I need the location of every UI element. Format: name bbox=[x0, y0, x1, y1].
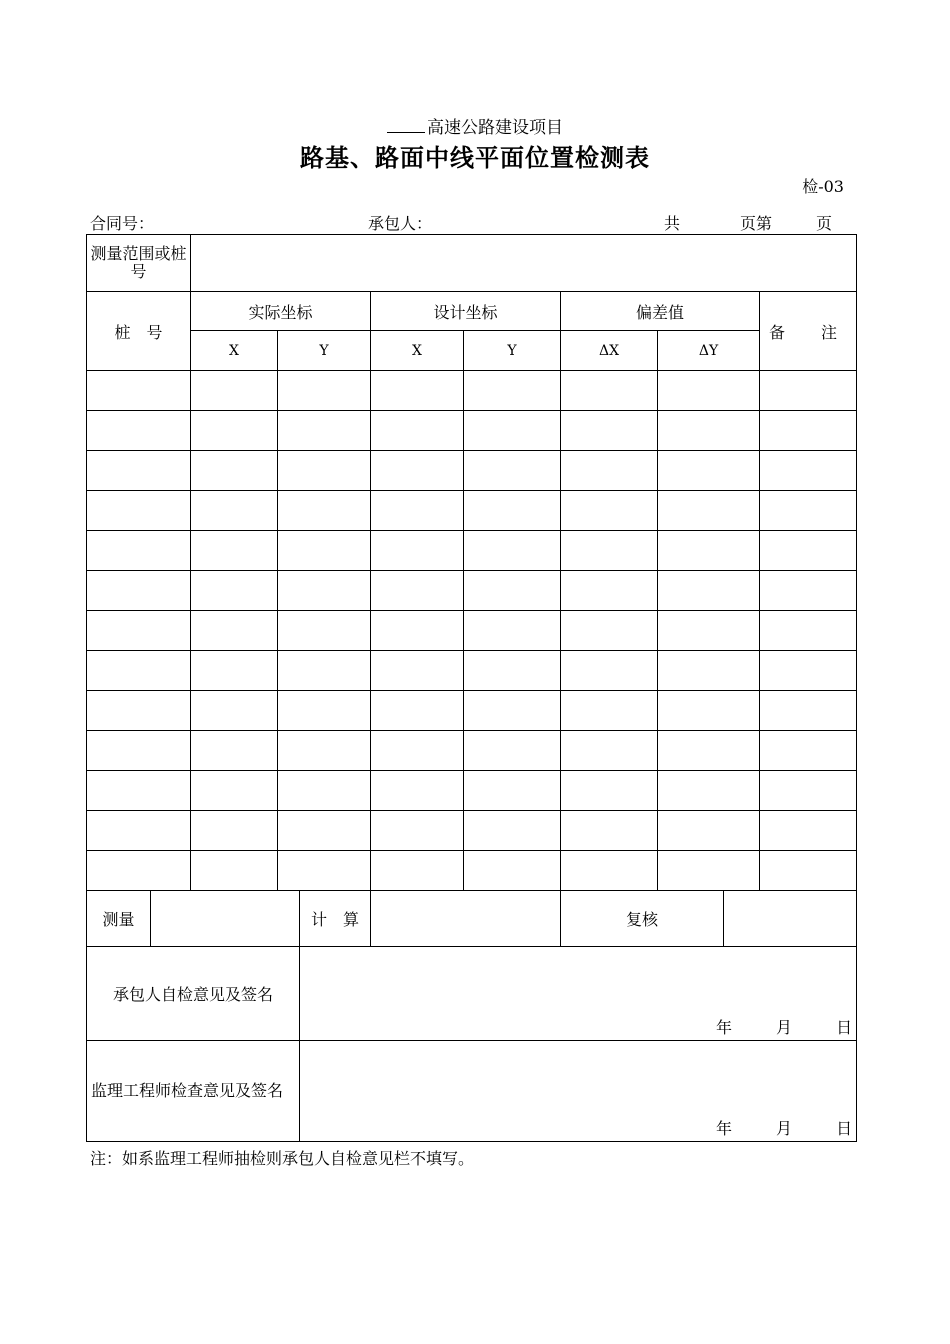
date-day-label: 日 bbox=[836, 1018, 853, 1037]
form-code: 检-03 bbox=[802, 177, 844, 196]
station-cell[interactable] bbox=[87, 771, 191, 811]
value-actual-x[interactable] bbox=[191, 651, 278, 691]
range-value-cell[interactable] bbox=[191, 235, 857, 292]
remark-cell[interactable] bbox=[760, 851, 857, 891]
station-cell[interactable] bbox=[87, 531, 191, 571]
remark-header: 备 注 bbox=[760, 292, 857, 371]
value-actual-x[interactable] bbox=[191, 771, 278, 811]
value-delta-x[interactable] bbox=[561, 771, 658, 811]
date-line bbox=[716, 1015, 852, 1038]
value-delta-y[interactable] bbox=[658, 771, 760, 811]
remark-cell[interactable] bbox=[760, 611, 857, 651]
page-counter bbox=[664, 211, 832, 234]
value-delta-x[interactable] bbox=[561, 451, 658, 491]
table-row bbox=[87, 731, 857, 771]
station-cell[interactable] bbox=[87, 451, 191, 491]
value-design-x[interactable] bbox=[371, 811, 464, 851]
value-actual-y[interactable] bbox=[278, 451, 371, 491]
header-row-1 bbox=[87, 292, 857, 331]
value-delta-x[interactable] bbox=[561, 851, 658, 891]
station-cell[interactable] bbox=[87, 611, 191, 651]
value-design-x[interactable] bbox=[371, 611, 464, 651]
value-actual-y[interactable] bbox=[278, 771, 371, 811]
value-delta-y[interactable] bbox=[658, 531, 760, 571]
value-delta-y[interactable] bbox=[658, 571, 760, 611]
value-actual-x[interactable] bbox=[191, 691, 278, 731]
value-actual-y[interactable] bbox=[278, 531, 371, 571]
value-design-y[interactable] bbox=[464, 811, 561, 851]
value-design-y[interactable] bbox=[464, 731, 561, 771]
value-delta-y[interactable] bbox=[658, 651, 760, 691]
header-row-2 bbox=[87, 331, 857, 371]
value-design-x[interactable] bbox=[371, 771, 464, 811]
value-delta-y[interactable] bbox=[658, 851, 760, 891]
station-cell[interactable] bbox=[87, 411, 191, 451]
value-design-x[interactable] bbox=[371, 411, 464, 451]
calculate-value[interactable] bbox=[371, 891, 561, 947]
value-delta-x[interactable] bbox=[561, 611, 658, 651]
date-year-label: 年 bbox=[716, 1018, 733, 1037]
value-design-x[interactable] bbox=[371, 371, 464, 411]
date-day-label: 日 bbox=[836, 1119, 853, 1138]
remark-cell[interactable] bbox=[760, 411, 857, 451]
contract-no-label: 合同号： bbox=[90, 214, 155, 233]
project-line bbox=[0, 113, 950, 138]
value-actual-x[interactable] bbox=[191, 571, 278, 611]
station-cell[interactable] bbox=[87, 851, 191, 891]
value-actual-y[interactable] bbox=[278, 411, 371, 451]
value-actual-x[interactable] bbox=[191, 851, 278, 891]
sub-col-delta-x: ΔX bbox=[561, 331, 658, 371]
value-actual-x[interactable] bbox=[191, 491, 278, 531]
value-delta-y[interactable] bbox=[658, 451, 760, 491]
value-design-y[interactable] bbox=[464, 411, 561, 451]
remark-cell[interactable] bbox=[760, 571, 857, 611]
actual-coord-header: 实际坐标 bbox=[191, 292, 371, 331]
sub-col-delta-y: ΔY bbox=[658, 331, 760, 371]
value-delta-x[interactable] bbox=[561, 691, 658, 731]
station-cell[interactable] bbox=[87, 651, 191, 691]
review-label: 复核 bbox=[561, 891, 724, 947]
value-delta-y[interactable] bbox=[658, 611, 760, 651]
value-design-y[interactable] bbox=[464, 691, 561, 731]
station-cell[interactable] bbox=[87, 371, 191, 411]
table-row bbox=[87, 371, 857, 411]
calculate-label: 计 算 bbox=[300, 891, 371, 947]
value-design-y[interactable] bbox=[464, 611, 561, 651]
range-row bbox=[87, 235, 857, 292]
date-month-label: 月 bbox=[776, 1018, 793, 1037]
value-actual-y[interactable] bbox=[278, 651, 371, 691]
sub-col-actual-x: X bbox=[191, 331, 278, 371]
supervisor-opinion-value[interactable] bbox=[300, 1041, 857, 1142]
value-delta-x[interactable] bbox=[561, 651, 658, 691]
value-design-x[interactable] bbox=[371, 531, 464, 571]
sub-col-actual-y: Y bbox=[278, 331, 371, 371]
value-design-y[interactable] bbox=[464, 451, 561, 491]
value-delta-x[interactable] bbox=[561, 531, 658, 571]
value-actual-y[interactable] bbox=[278, 571, 371, 611]
value-design-x[interactable] bbox=[371, 571, 464, 611]
value-delta-y[interactable] bbox=[658, 811, 760, 851]
value-design-x[interactable] bbox=[371, 691, 464, 731]
value-design-y[interactable] bbox=[464, 651, 561, 691]
remark-cell[interactable] bbox=[760, 811, 857, 851]
review-value[interactable] bbox=[724, 891, 857, 947]
value-actual-y[interactable] bbox=[278, 371, 371, 411]
page-title: 路基、路面中线平面位置检测表 bbox=[300, 144, 650, 172]
range-label: 测量范围或桩号 bbox=[87, 235, 191, 292]
table-row bbox=[87, 571, 857, 611]
remark-cell[interactable] bbox=[760, 531, 857, 571]
value-actual-x[interactable] bbox=[191, 811, 278, 851]
measure-value[interactable] bbox=[151, 891, 300, 947]
remark-cell[interactable] bbox=[760, 371, 857, 411]
value-design-y[interactable] bbox=[464, 571, 561, 611]
value-delta-y[interactable] bbox=[658, 731, 760, 771]
value-design-x[interactable] bbox=[371, 731, 464, 771]
sub-col-design-x: X bbox=[371, 331, 464, 371]
value-design-y[interactable] bbox=[464, 531, 561, 571]
contractor-opinion-row bbox=[87, 947, 857, 1041]
contractor-label: 承包人： bbox=[368, 214, 433, 233]
value-design-y[interactable] bbox=[464, 491, 561, 531]
station-cell[interactable] bbox=[87, 691, 191, 731]
value-delta-x[interactable] bbox=[561, 371, 658, 411]
remark-cell[interactable] bbox=[760, 771, 857, 811]
value-delta-y[interactable] bbox=[658, 371, 760, 411]
remark-cell[interactable] bbox=[760, 491, 857, 531]
value-actual-x[interactable] bbox=[191, 531, 278, 571]
date-line bbox=[716, 1116, 852, 1139]
project-suffix: 高速公路建设项目 bbox=[427, 118, 563, 138]
table-row bbox=[87, 531, 857, 571]
station-cell[interactable] bbox=[87, 491, 191, 531]
project-name-blank[interactable] bbox=[387, 117, 425, 133]
pages-mid: 页第 bbox=[740, 214, 773, 233]
station-cell[interactable] bbox=[87, 571, 191, 611]
value-actual-x[interactable] bbox=[191, 371, 278, 411]
value-design-x[interactable] bbox=[371, 651, 464, 691]
value-delta-y[interactable] bbox=[658, 691, 760, 731]
value-actual-y[interactable] bbox=[278, 731, 371, 771]
remark-cell[interactable] bbox=[760, 731, 857, 771]
table-row bbox=[87, 811, 857, 851]
supervisor-opinion-label: 监理工程师检查意见及签名 bbox=[87, 1041, 300, 1142]
contractor-opinion-label: 承包人自检意见及签名 bbox=[87, 947, 300, 1041]
supervisor-opinion-row bbox=[87, 1041, 857, 1142]
value-delta-x[interactable] bbox=[561, 571, 658, 611]
value-delta-y[interactable] bbox=[658, 411, 760, 451]
design-coord-header: 设计坐标 bbox=[371, 292, 561, 331]
remark-cell[interactable] bbox=[760, 451, 857, 491]
value-design-y[interactable] bbox=[464, 771, 561, 811]
date-month-label: 月 bbox=[776, 1119, 793, 1138]
table-row bbox=[87, 691, 857, 731]
station-header: 桩 号 bbox=[87, 292, 191, 371]
table-row bbox=[87, 451, 857, 491]
value-actual-y[interactable] bbox=[278, 811, 371, 851]
remark-cell[interactable] bbox=[760, 691, 857, 731]
value-design-x[interactable] bbox=[371, 451, 464, 491]
value-actual-y[interactable] bbox=[278, 691, 371, 731]
value-actual-y[interactable] bbox=[278, 851, 371, 891]
value-design-y[interactable] bbox=[464, 371, 561, 411]
signoff-row bbox=[87, 891, 857, 947]
measure-label: 测量 bbox=[87, 891, 151, 947]
station-cell[interactable] bbox=[87, 811, 191, 851]
inspection-table bbox=[86, 234, 857, 1142]
pages-suffix: 页 bbox=[816, 214, 833, 233]
value-actual-x[interactable] bbox=[191, 731, 278, 771]
value-actual-x[interactable] bbox=[191, 611, 278, 651]
value-actual-x[interactable] bbox=[191, 411, 278, 451]
value-design-x[interactable] bbox=[371, 491, 464, 531]
value-delta-x[interactable] bbox=[561, 731, 658, 771]
footnote: 注：如系监理工程师抽检则承包人自检意见栏不填写。 bbox=[90, 1149, 475, 1168]
station-cell[interactable] bbox=[87, 731, 191, 771]
value-design-y[interactable] bbox=[464, 851, 561, 891]
value-actual-x[interactable] bbox=[191, 451, 278, 491]
table-row bbox=[87, 851, 857, 891]
value-actual-y[interactable] bbox=[278, 491, 371, 531]
sub-col-design-y: Y bbox=[464, 331, 561, 371]
value-delta-x[interactable] bbox=[561, 811, 658, 851]
date-year-label: 年 bbox=[716, 1119, 733, 1138]
table-row bbox=[87, 611, 857, 651]
value-delta-y[interactable] bbox=[658, 491, 760, 531]
contractor-opinion-value[interactable] bbox=[300, 947, 857, 1041]
table-row bbox=[87, 491, 857, 531]
value-design-x[interactable] bbox=[371, 851, 464, 891]
table-row bbox=[87, 651, 857, 691]
value-delta-x[interactable] bbox=[561, 411, 658, 451]
value-actual-y[interactable] bbox=[278, 611, 371, 651]
deviation-header: 偏差值 bbox=[561, 292, 760, 331]
table-row bbox=[87, 411, 857, 451]
pages-total-prefix: 共 bbox=[664, 214, 681, 233]
remark-cell[interactable] bbox=[760, 651, 857, 691]
table-row bbox=[87, 771, 857, 811]
value-delta-x[interactable] bbox=[561, 491, 658, 531]
